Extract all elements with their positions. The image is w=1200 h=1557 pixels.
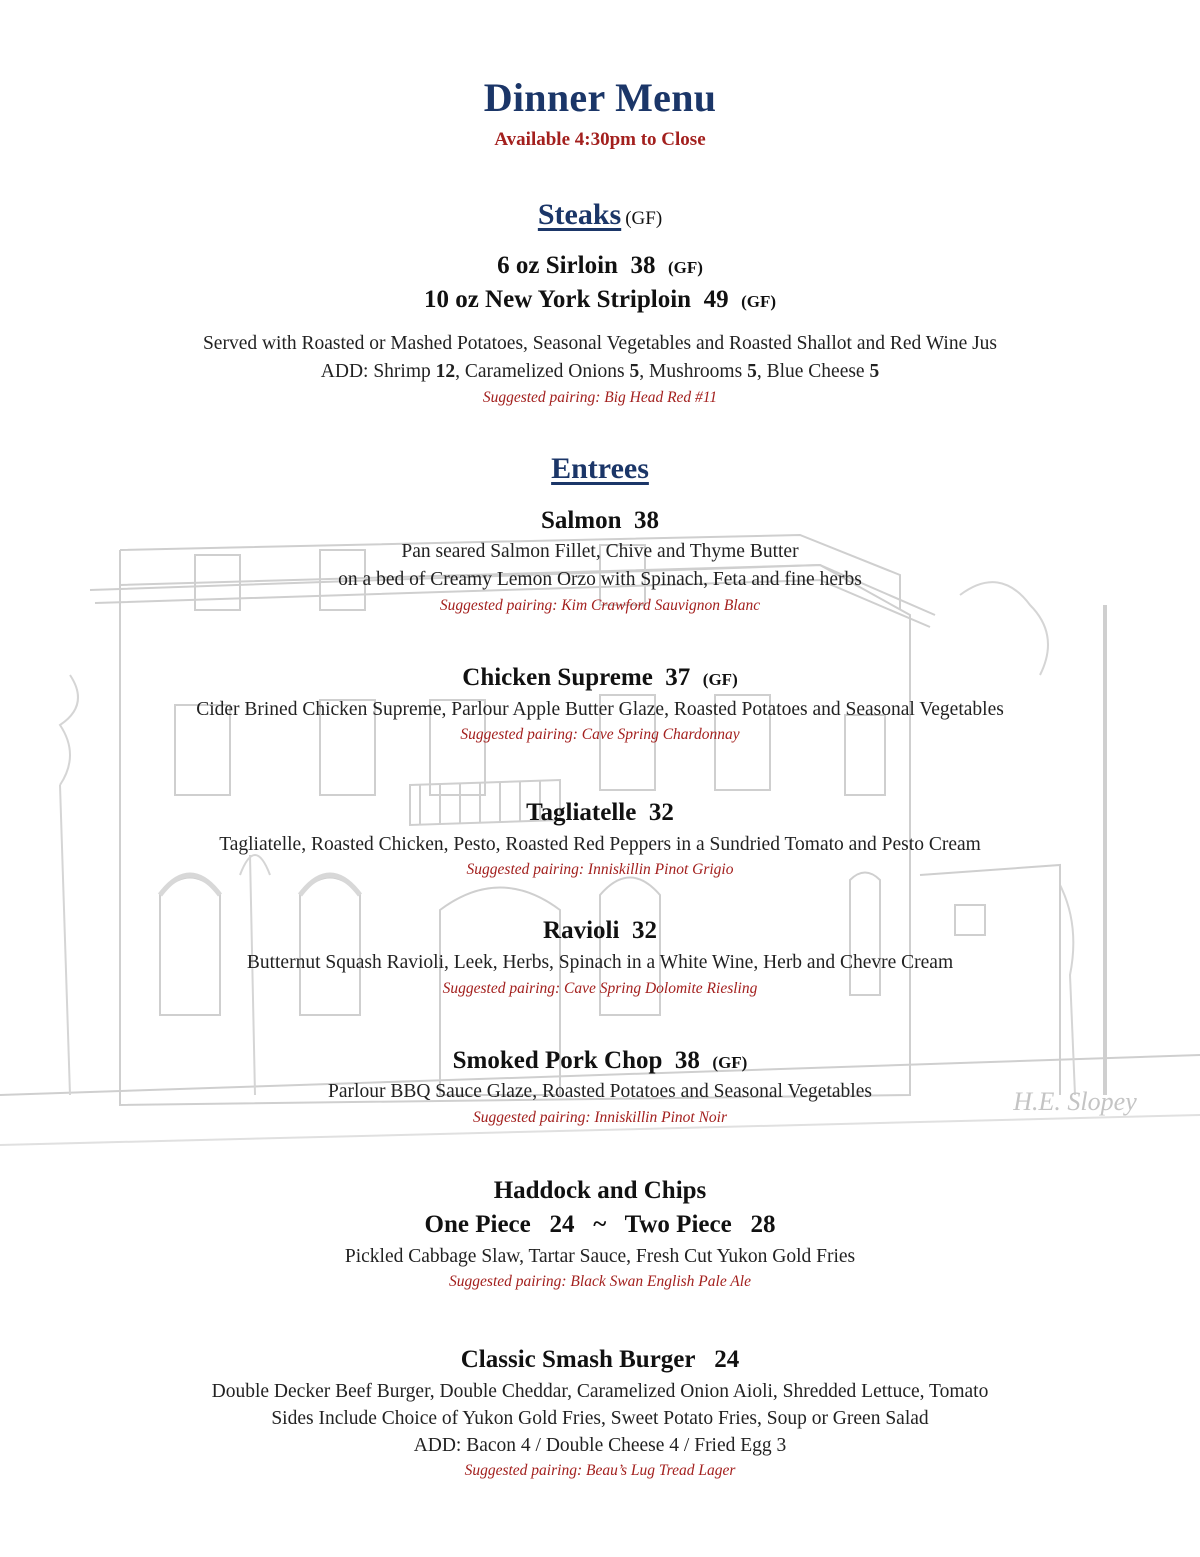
item-name: 10 oz New York Striploin	[423, 286, 692, 313]
item-price: 38	[674, 1047, 700, 1074]
entree-description: Cider Brined Chicken Supreme, Parlour Apple Butter Glaze, Roasted Potatoes and Seasonal Vegetables	[196, 699, 1004, 720]
price-separator: ~	[593, 1211, 607, 1238]
gluten-free-tag: (GF)	[712, 1053, 748, 1072]
add-on-prefix: ADD:	[320, 361, 374, 382]
steak-item-striploin	[0, 286, 1200, 314]
two-piece-label: Two Piece	[624, 1211, 732, 1238]
entree-description: Pan seared Salmon Fillet, Chive and Thyme Butter	[401, 541, 799, 562]
item-price: 37	[665, 664, 691, 691]
entree-pairing: Suggested pairing: Inniskillin Pinot Noir	[472, 1109, 728, 1126]
item-price: 32	[631, 917, 657, 944]
add-on-price: 5	[747, 361, 757, 382]
entrees-heading: Entrees	[551, 452, 649, 485]
steaks-description: Served with Roasted or Mashed Potatoes, Seasonal Vegetables and Roasted Shallot and Red Wine Jus	[202, 333, 998, 354]
burger-description: Double Decker Beef Burger, Double Cheddar, Caramelized Onion Aioli, Shredded Lettuce, Tomato	[211, 1381, 989, 1402]
entree-item-tagliatelle	[0, 799, 1200, 827]
item-price: 38	[634, 507, 660, 534]
burger-pairing: Suggested pairing: Beau’s Lug Tread Lager	[464, 1462, 736, 1479]
haddock-description: Pickled Cabbage Slaw, Tartar Sauce, Fresh Cut Yukon Gold Fries	[344, 1246, 856, 1267]
entree-pairing: Suggested pairing: Cave Spring Chardonnay	[460, 726, 740, 743]
steak-item-sirloin	[0, 252, 1200, 280]
haddock-prices	[0, 1211, 1200, 1239]
burger-title	[0, 1346, 1200, 1374]
add-on-name: Shrimp	[373, 361, 431, 382]
haddock-pairing: Suggested pairing: Black Swan English Pale Ale	[449, 1273, 751, 1290]
entrees-heading-row	[0, 452, 1200, 486]
gluten-free-tag: (GF)	[667, 258, 703, 277]
gluten-free-tag: (GF)	[702, 670, 738, 689]
sketch-signature: H.E. Slopey	[1013, 1087, 1137, 1116]
add-on-price: 5	[869, 361, 880, 382]
one-piece-price: 24	[549, 1211, 575, 1238]
steaks-pairing: Suggested pairing: Big Head Red #11	[482, 389, 718, 406]
item-name: 6 oz Sirloin	[497, 252, 618, 279]
availability-note: Available 4:30pm to Close	[494, 129, 706, 150]
one-piece-label: One Piece	[424, 1211, 531, 1238]
haddock-title: Haddock and Chips	[493, 1177, 707, 1204]
add-on-name: Blue Cheese	[766, 361, 865, 382]
item-name: Ravioli	[543, 917, 620, 944]
item-price: 32	[648, 799, 674, 826]
item-name: Chicken Supreme	[462, 664, 653, 691]
entree-description: Tagliatelle, Roasted Chicken, Pesto, Roasted Red Peppers in a Sundried Tomato and Pesto Cream	[219, 834, 981, 855]
entree-pairing: Suggested pairing: Kim Crawford Sauvignon Blanc	[439, 597, 761, 614]
entree-pairing: Suggested pairing: Inniskillin Pinot Grigio	[466, 861, 734, 878]
item-price: 24	[714, 1346, 740, 1373]
add-on-name: Mushrooms	[649, 361, 743, 382]
steaks-heading-note: (GF)	[625, 208, 663, 229]
item-price: 38	[630, 252, 656, 279]
entree-description: on a bed of Creamy Lemon Orzo with Spinach, Feta and fine herbs	[338, 569, 862, 590]
item-name: Smoked Pork Chop	[452, 1047, 663, 1074]
entree-item-salmon	[0, 507, 1200, 535]
entree-item-ravioli	[0, 917, 1200, 945]
item-name: Salmon	[540, 507, 622, 534]
item-name: Classic Smash Burger	[460, 1346, 696, 1373]
page-title: Dinner Menu	[483, 75, 717, 120]
entree-description: Butternut Squash Ravioli, Leek, Herbs, Spinach in a White Wine, Herb and Chevre Cream	[246, 952, 954, 973]
burger-sides: Sides Include Choice of Yukon Gold Fries, Sweet Potato Fries, Soup or Green Salad	[271, 1408, 929, 1429]
add-on-name: Caramelized Onions	[464, 361, 625, 382]
item-name: Tagliatelle	[526, 799, 637, 826]
item-price: 49	[703, 286, 729, 313]
two-piece-price: 28	[750, 1211, 776, 1238]
steaks-heading-row	[0, 198, 1200, 232]
add-on-price: 5	[629, 361, 640, 382]
add-on-price: 12	[435, 361, 456, 382]
entree-item-chicken-supreme	[0, 664, 1200, 692]
entree-item-smoked-pork-chop	[0, 1047, 1200, 1075]
entree-description: Parlour BBQ Sauce Glaze, Roasted Potatoes and Seasonal Vegetables	[328, 1081, 872, 1102]
steaks-heading: Steaks	[537, 198, 622, 231]
burger-add-ons: ADD: Bacon 4 / Double Cheese 4 / Fried Egg 3	[413, 1435, 787, 1456]
steaks-add-ons: ADD: Shrimp 12, Caramelized Onions 5, Mushrooms 5, Blue Cheese 5	[320, 361, 880, 382]
entree-pairing: Suggested pairing: Cave Spring Dolomite Riesling	[442, 980, 758, 997]
gluten-free-tag: (GF)	[741, 292, 777, 311]
